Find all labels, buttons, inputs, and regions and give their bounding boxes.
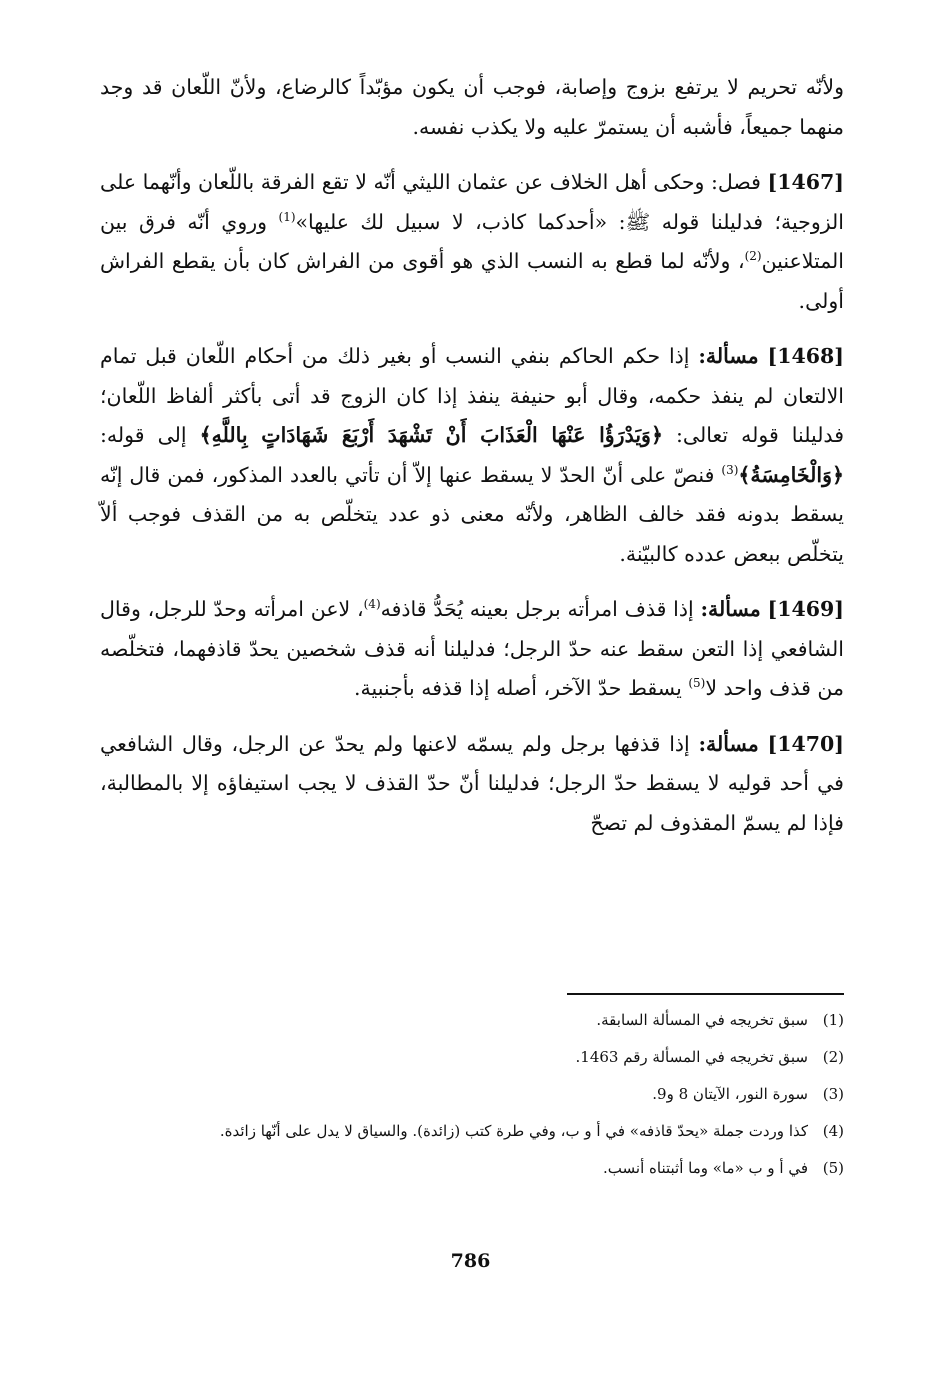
footnote-text: سبق تخريجه في المسألة رقم 1463.: [575, 1048, 808, 1066]
footnote-item: [100, 1117, 844, 1146]
footnote-number: (1): [822, 1011, 844, 1029]
section-number: [1468]: [767, 344, 844, 368]
paragraph-text: فصل: وحكى أهل الخلاف عن عثمان الليثي أنّه لا تقع الفرقة باللّعان وأنّهما على الزوجية؛ فدليلنا قوله ﷺ: «أحدكما كاذب، لا سبيل لك عليها»: [100, 170, 844, 234]
paragraph-1467: [100, 163, 844, 321]
page-number: 786: [450, 1250, 491, 1272]
paragraph-1470: [100, 725, 844, 844]
footnote-number: (5): [822, 1159, 844, 1177]
quran-quote: ﴿وَيَدْرَؤُا عَنْهَا الْعَذَابَ أَنْ تَشْهَدَ أَرْبَعَ شَهَادَاتٍ بِاللَّهِ﴾: [199, 423, 663, 447]
issue-keyword: مسألة:: [700, 597, 761, 621]
footnote-text: كذا وردت جملة «يحدّ قاذفه» في أ و ب، وفي طرة كتب (زائدة). والسياق لا يدل على أنّها زائدة.: [219, 1122, 808, 1140]
footnote-number: (3): [822, 1085, 844, 1103]
footnote-number: (4): [822, 1122, 844, 1140]
paragraph-1469: [100, 590, 844, 709]
section-number: [1467]: [767, 170, 844, 194]
issue-keyword: مسألة:: [698, 731, 759, 756]
paragraph-text: فنصّ على أنّ الحدّ لا يسقط عنها إلاّ أن تأتي بالعدد المذكور، فمن قال إنّه يسقط بدونه فقد خالف الظاهر، ولأنّه معنى ذو عدد يتخلّص به من القذف فوجب ألاّ يتخلّص ببعض عدده كالبيّنة.: [100, 462, 844, 566]
page-body: [100, 68, 844, 859]
issue-keyword: مسألة:: [698, 344, 759, 368]
footnote-item: [100, 1080, 844, 1109]
paragraph-text: وروي أنّه فرق بين المتلاعنين: [100, 209, 844, 273]
paragraph-text: ، ولأنّه لما قطع به النسب الذي هو أقوى من الفراش كان بأن يقطع الفراش أولى.: [100, 249, 844, 313]
section-number: [1470]: [767, 731, 844, 756]
footnote-item: [100, 1043, 844, 1072]
section-number: [1469]: [767, 597, 844, 621]
paragraph-text: إلى قوله:: [100, 423, 200, 447]
footnote-ref[interactable]: (1): [278, 209, 296, 224]
footnote-text: في أ و ب «ما» وما أثبتناه أنسب.: [603, 1159, 808, 1177]
quran-quote: ﴿وَالْخَامِسَةُ﴾: [738, 462, 844, 487]
footnote-number: (2): [822, 1048, 844, 1066]
footnote-item: [100, 1006, 844, 1035]
paragraph-text: إذا قذفها برجل ولم يسمّه لاعنها ولم يحدّ عن الرجل، وقال الشافعي في أحد قوليه لا يسقط حدّ الرجل؛ فدليلنا أنّ حدّ القذف لا يجب استيفاؤه إلا بالمطالبة، فإذا لم يسمّ المقذوف لم تصحّ: [100, 731, 844, 835]
paragraph-text: ، لاعن امرأته وحدّ للرجل، وقال الشافعي إذا التعن سقط عنه حدّ الرجل؛ فدليلنا أنه قذف شخصين يحدّ قاذفهما، فتخلّصه من قذف واحد لا: [100, 597, 844, 700]
footnote-ref[interactable]: (3): [721, 462, 739, 477]
footnote-ref[interactable]: (2): [744, 249, 762, 264]
paragraph-text: ولأنّه تحريم لا يرتفع بزوج وإصابة، فوجب أن يكون مؤبّداً كالرضاع، ولأنّ اللّعان قد وجد منهما جميعاً، فأشبه أن يستمرّ عليه ولا يكذب نفسه.: [100, 75, 844, 139]
footnotes: [100, 1006, 844, 1191]
paragraph-text: إذا قذف امرأته برجل بعينه يُحَدُّ قاذفه: [380, 597, 701, 621]
footnote-ref[interactable]: (4): [363, 597, 381, 612]
paragraph-text: يسقط حدّ الآخر، أصله إذا قذفه بأجنبية.: [354, 676, 689, 700]
footnote-ref[interactable]: (5): [688, 676, 706, 691]
footnote-divider: [567, 993, 844, 995]
paragraph-1468: [100, 337, 844, 574]
paragraph-text: إذا حكم الحاكم بنفي النسب أو بغير ذلك من أحكام اللّعان قبل تمام الالتعان لم ينفذ حكمه، وقال أبو حنيفة ينفذ إذا كان الزوج قد أتى بأكثر ألفاظ اللّعان؛ فدليلنا قوله تعالى:: [100, 344, 844, 447]
paragraph-intro: [100, 68, 844, 147]
footnote-text: سبق تخريجه في المسألة السابقة.: [596, 1011, 808, 1029]
footnote-item: [100, 1154, 844, 1183]
footnote-text: سورة النور، الآيتان 8 و9.: [652, 1085, 808, 1103]
